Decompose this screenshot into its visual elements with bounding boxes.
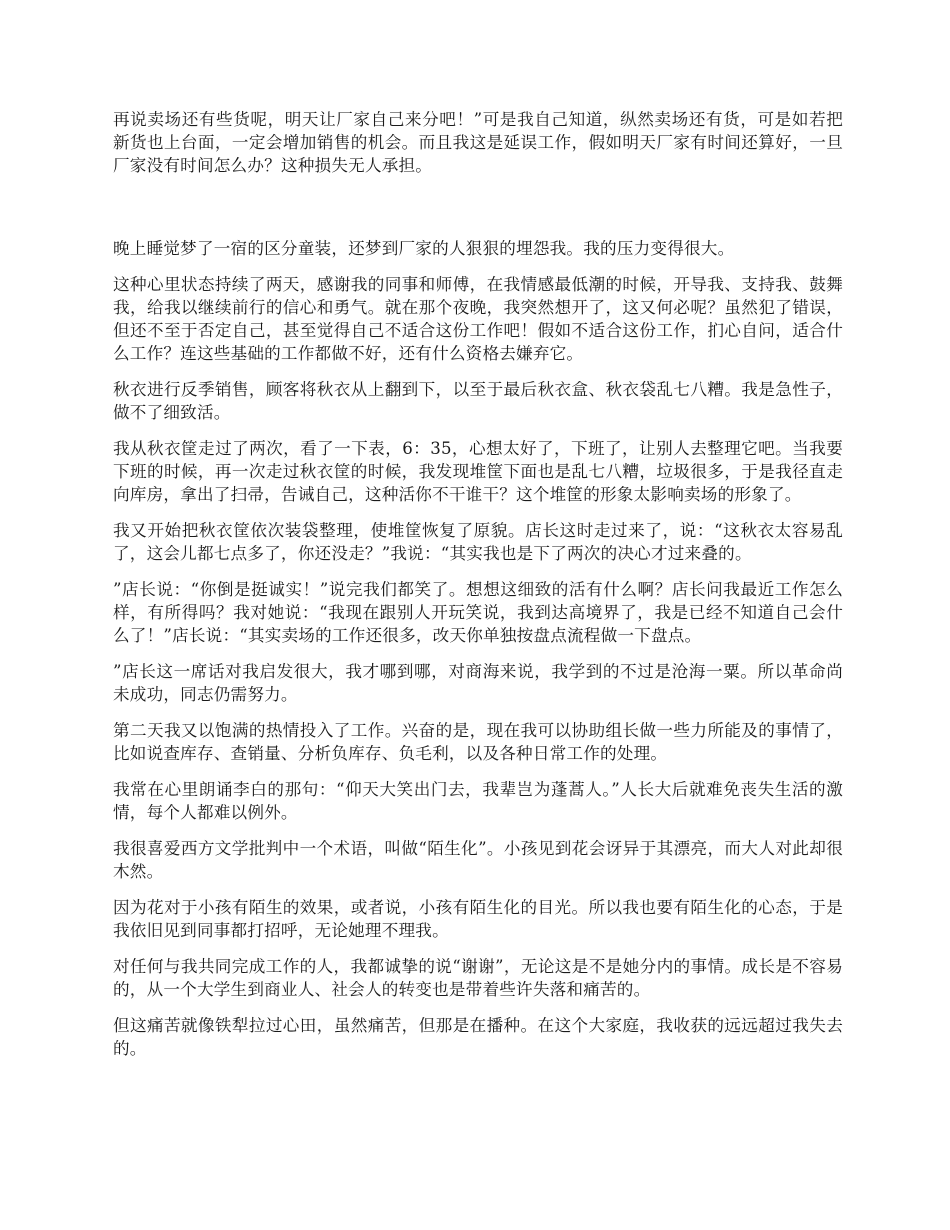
paragraph: 我常在心里朗诵李白的那句：“仰天大笑出门去，我辈岂为蓬蒿人。”人长大后就难免丧失生活的激情，每个人都难以例外。 (113, 780, 843, 822)
paragraph: 再说卖场还有些货呢，明天让厂家自己来分吧！”可是我自己知道，纵然卖场还有货，可是如若把新货也上台面，一定会增加销售的机会。而且我这是延误工作，假如明天厂家有时间还算好，一旦厂家没有时间怎么办？这种损失无人承担。 (113, 110, 843, 175)
paragraph: 晚上睡觉梦了一宿的区分童装，还梦到厂家的人狠狠的埋怨我。我的压力变得很大。 (113, 239, 735, 258)
paragraph: 我从秋衣筐走过了两次，看了一下表，6：35，心想太好了，下班了，让别人去整理它吧。当我要下班的时候，再一次走过秋衣筐的时候，我发现堆筐下面也是乱七八糟，垃圾很多，于是我径直走向库房，拿出了扫帚，告诫自己，这种活你不干谁干？这个堆筐的形象太影响卖场的形象了。 (113, 439, 843, 504)
paragraph: 我又开始把秋衣筐依次装袋整理，使堆筐恢复了原貌。店长这时走过来了，说：“这秋衣太容易乱了，这会儿都七点多了，你还没走？”我说：“其实我也是下了两次的决心才过来叠的。 (113, 521, 843, 563)
paragraph: ”店长这一席话对我启发很大，我才哪到哪，对商海来说，我学到的不过是沧海一粟。所以革命尚未成功，同志仍需努力。 (113, 662, 843, 704)
document-body (113, 108, 843, 1073)
paragraph: 但这痛苦就像铁犁拉过心田，虽然痛苦，但那是在播种。在这个大家庭，我收获的远远超过我失去的。 (113, 1016, 843, 1058)
paragraph: 第二天我又以饱满的热情投入了工作。兴奋的是，现在我可以协助组长做一些力所能及的事情了，比如说查库存、查销量、分析负库存、负毛利，以及各种日常工作的处理。 (113, 721, 843, 763)
paragraph: 秋衣进行反季销售，顾客将秋衣从上翻到下，以至于最后秋衣盒、秋衣袋乱七八糟。我是急性子，做不了细致活。 (113, 380, 843, 422)
paragraph: 我很喜爱西方文学批判中一个术语，叫做“陌生化”。小孩见到花会讶异于其漂亮，而大人对此却很木然。 (113, 839, 843, 881)
paragraph: ”店长说：“你倒是挺诚实！”说完我们都笑了。想想这细致的活有什么啊？店长问我最近工作怎么样，有所得吗？我对她说：“我现在跟别人开玩笑说，我到达高境界了，我是已经不知道自己会什么了！”店长说：“其实卖场的工作还很多，改天你单独按盘点流程做一下盘点。 (113, 580, 843, 645)
paragraph: 这种心里状态持续了两天，感谢我的同事和师傅，在我情感最低潮的时候，开导我、支持我、鼓舞我，给我以继续前行的信心和勇气。就在那个夜晚，我突然想开了，这又何必呢？虽然犯了错误，但还不至于否定自己，甚至觉得自己不适合这份工作吧！假如不适合这份工作，扪心自问，适合什么工作？连这些基础的工作都做不好，还有什么资格去嫌弃它。 (113, 275, 843, 363)
paragraph: 因为花对于小孩有陌生的效果，或者说，小孩有陌生化的目光。所以我也要有陌生化的心态，于是我依旧见到同事都打招呼，无论她理不理我。 (113, 898, 843, 940)
paragraph: 对任何与我共同完成工作的人，我都诚挚的说“谢谢”，无论这是不是她分内的事情。成长是不容易的，从一个大学生到商业人、社会人的转变也是带着些许失落和痛苦的。 (113, 957, 843, 999)
